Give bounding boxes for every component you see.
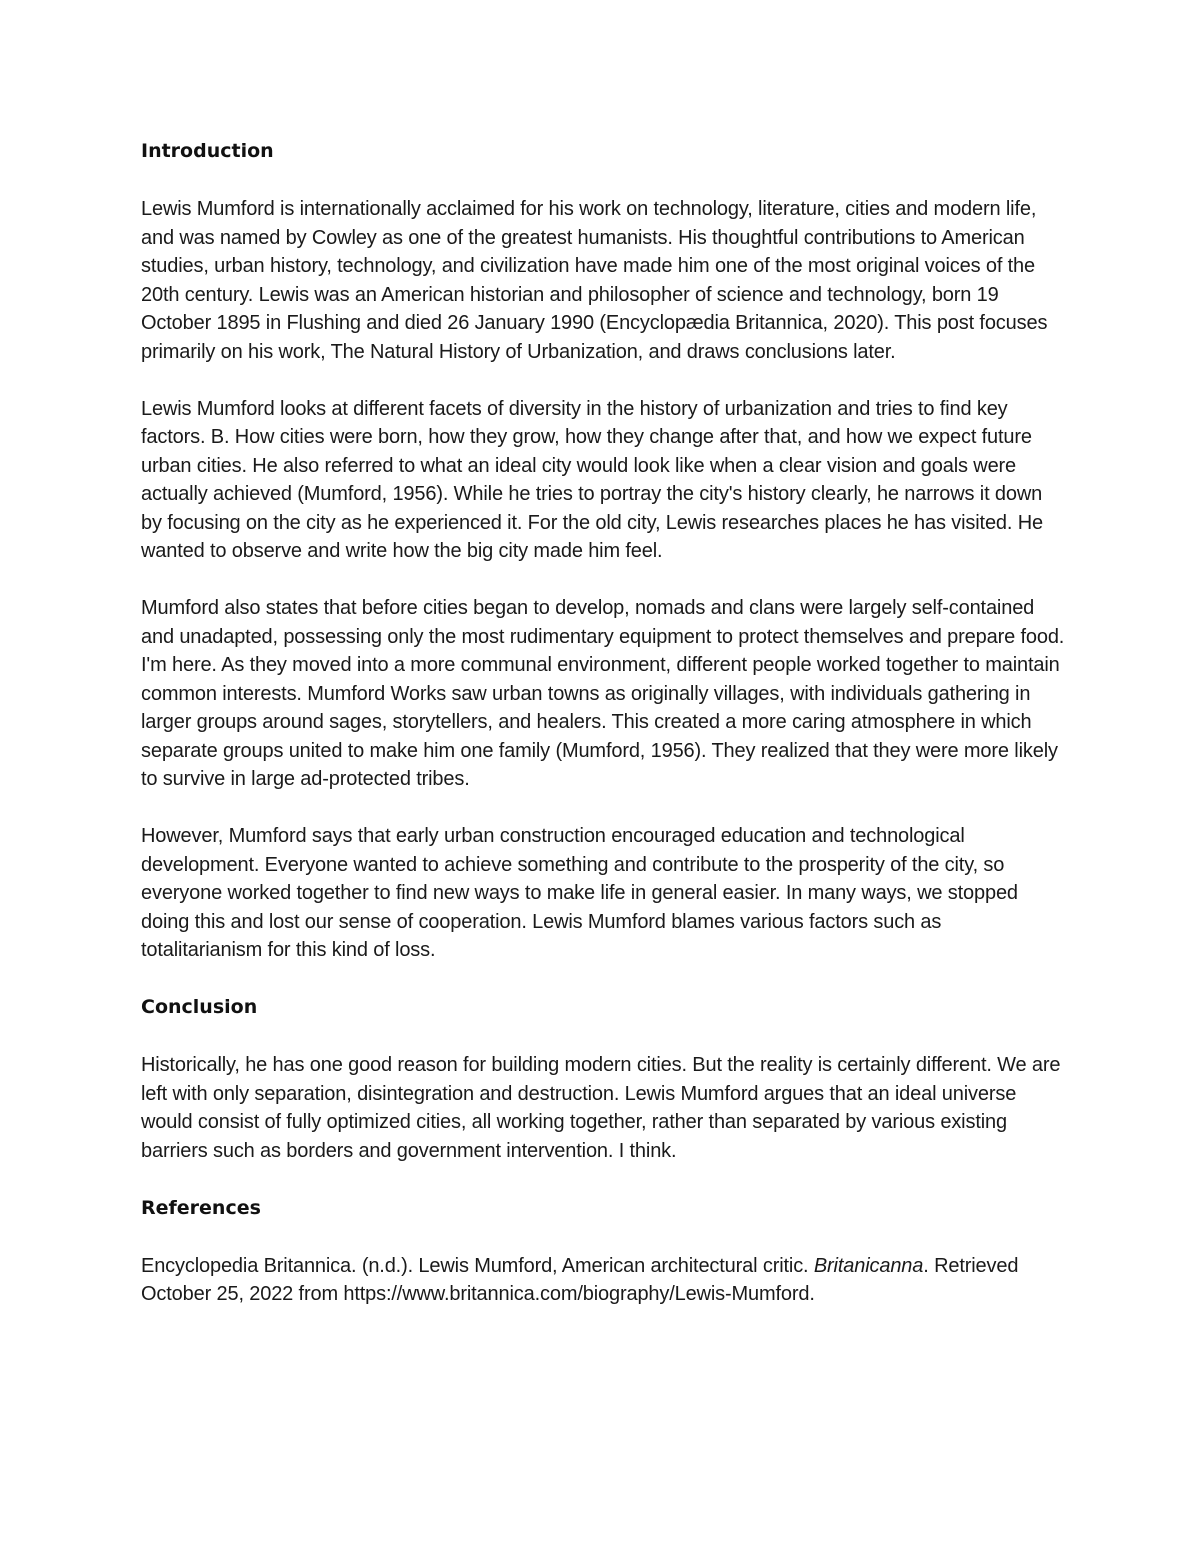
introduction-paragraph-1: Lewis Mumford is internationally acclaimed for his work on technology, literature, cities and modern life, and was named by Cowley as one of the greatest humanists. His thoughtful contributions to American studies, urban history, technology, and civilization have made him one of the most original voices of the 20th century. Lewis was an American historian and philosopher of science and technology, born 19 October 1895 in Flushing and died 26 January 1990 (Encyclopædia Britannica, 2020). This post focuses primarily on his work, The Natural History of Urbanization, and draws conclusions later. [141,198,1048,363]
introduction-heading: Introduction [141,140,274,162]
conclusion-paragraph-1: Historically, he has one good reason for building modern cities. But the reality is certainly different. We are left with only separation, disintegration and destruction. Lewis Mumford argues that an ideal universe would consist of fully optimized cities, all working together, rather than separated by various existing barriers such as borders and government intervention. I think. [141,1054,1061,1162]
introduction-paragraph-2: Lewis Mumford looks at different facets of diversity in the history of urbanization and tries to find key factors. B. How cities were born, how they grow, how they change after that, and how we expect future urban cities. He also referred to what an ideal city would look like when a clear vision and goals were actually achieved (Mumford, 1956). While he tries to portray the city's history clearly, he narrows it down by focusing on the city as he experienced it. For the old city, Lewis researches places he has visited. He wanted to observe and write how the big city made him feel. [141,397,1043,562]
references-heading: References [141,1196,261,1219]
reference-source-title: Britanicanna [813,1254,924,1277]
document-page [141,137,1066,1309]
introduction-paragraph-4: However, Mumford says that early urban construction encouraged education and technological development. Everyone wanted to achieve something and contribute to the prosperity of the city, so everyone worked together to find new ways to make life in general easier. In many ways, we stopped doing this and lost our sense of cooperation. Lewis Mumford blames various factors such as totalitarianism for this kind of loss. [141,825,1018,961]
introduction-paragraph-3: Mumford also states that before cities began to develop, nomads and clans were largely self-contained and unadapted, possessing only the most rudimentary equipment to protect themselves and prepare food. I'm here. As they moved into a more communal environment, different people worked together to maintain common interests. Mumford Works saw urban towns as originally villages, with individuals gathering in larger groups around sages, storytellers, and healers. This created a more caring atmosphere in which separate groups united to make him one family (Mumford, 1956). They realized that they were more likely to survive in large ad-protected tribes. [141,597,1065,790]
reference-retrieval: . Retrieved October 25, 2022 from https://www.britannica.com/biography/Lewis-Mumford. [141,1254,1019,1305]
reference-entry [141,1252,1066,1309]
reference-citation: Encyclopedia Britannica. (n.d.). Lewis Mumford, American architectural critic. [141,1254,814,1277]
conclusion-heading: Conclusion [141,996,258,1018]
